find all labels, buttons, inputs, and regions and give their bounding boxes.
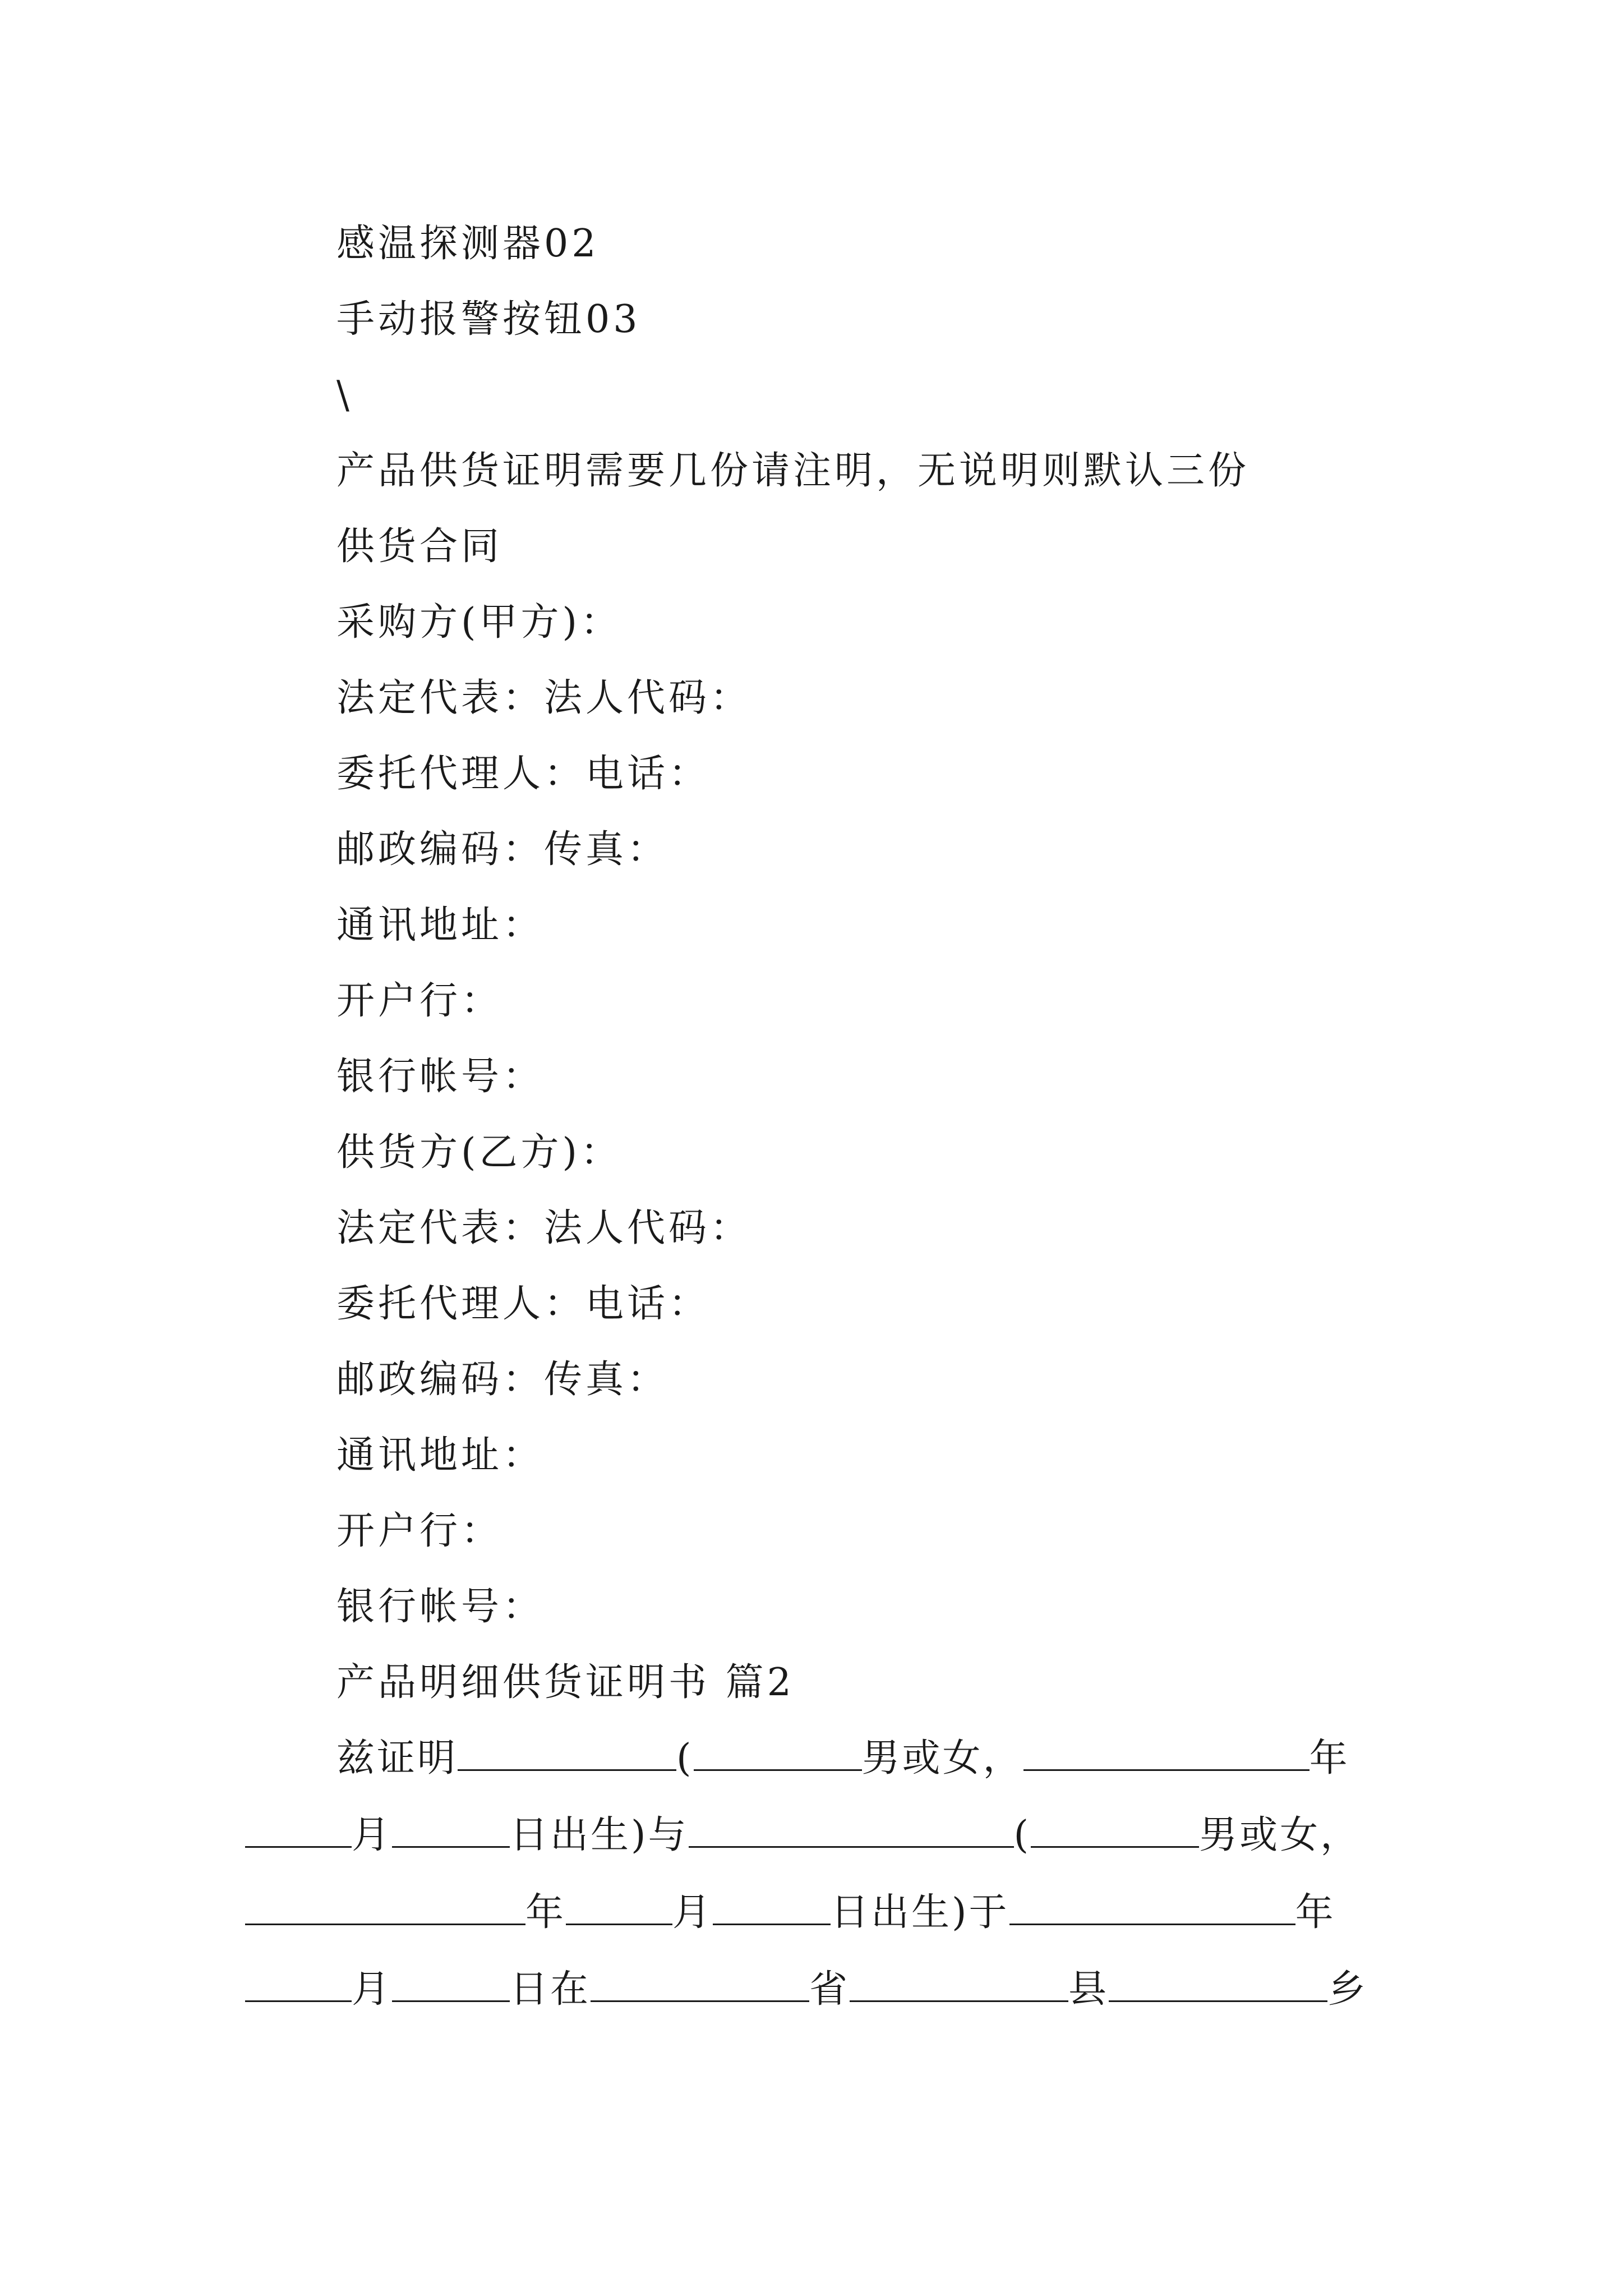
blank-field [1031,1811,1199,1848]
cert-text: 省 [809,1967,850,2012]
text-line: 手动报警按钮03 [336,297,641,342]
cert-text: 男或女， [1199,1813,1361,1857]
cert-text: 日出生)与 [510,1813,689,1857]
text-line: 采购方(甲方)： [336,600,623,645]
text-line: 感温探测器02 [336,222,600,266]
cert-text: 月 [672,1890,713,1935]
cert-text: 年 [1309,1736,1350,1780]
cert-text: ( [676,1736,694,1780]
blank-field [689,1811,1014,1848]
text-line: 开户行： [336,1509,503,1553]
blank-field [1109,1966,1327,2002]
certificate-line [245,1962,1384,2018]
cert-text: 日在 [510,1967,591,2012]
cert-text: 年 [1295,1890,1336,1935]
cert-text: 月 [352,1967,393,2012]
cert-text: 年 [525,1890,566,1935]
text-line: 邮政编码：传真： [336,827,669,872]
certificate-line [245,1807,1384,1864]
text-line: 银行帐号： [336,1055,545,1099]
text-line: 供货方(乙方)： [336,1130,623,1175]
blank-field [1023,1734,1310,1771]
text-line: 开户行： [336,979,503,1023]
cert-text: ( [1013,1813,1031,1857]
text-line: 通讯地址： [336,903,545,947]
blank-field [1009,1889,1295,1925]
blank-field [245,1811,352,1848]
cert-text: 月 [352,1813,393,1857]
blank-field [245,1966,352,2002]
blank-field [713,1889,831,1925]
blank-field [591,1966,809,2002]
certificate-line [245,1885,1384,1941]
text-line: 邮政编码：传真： [336,1358,669,1402]
text-line: \ [336,373,353,417]
text-line: 委托代理人：电话： [336,1282,711,1326]
text-line: 产品供货证明需要几份请注明，无说明则默认三份 [336,449,1250,493]
blank-field [392,1966,510,2002]
blank-field [392,1811,510,1848]
text-line: 法定代表：法人代码： [336,676,752,720]
text-line: 委托代理人：电话： [336,752,711,796]
blank-field [245,1889,525,1925]
section-heading: 供货合同 [336,524,503,569]
cert-text: 日出生)于 [831,1890,1009,1935]
blank-field [850,1966,1068,2002]
section-heading: 产品明细供货证明书 篇2 [336,1660,795,1705]
blank-field [566,1889,672,1925]
blank-field [458,1734,676,1771]
text-line: 银行帐号： [336,1585,545,1629]
cert-text: 乡 [1327,1967,1368,2012]
blank-field [694,1734,862,1771]
text-line: 法定代表：法人代码： [336,1206,752,1250]
cert-text: 男或女， [861,1736,1023,1780]
cert-text: 兹证明 [336,1736,458,1780]
text-line: 通讯地址： [336,1433,545,1478]
certificate-line [336,1731,1385,1787]
cert-text: 县 [1068,1967,1109,2012]
